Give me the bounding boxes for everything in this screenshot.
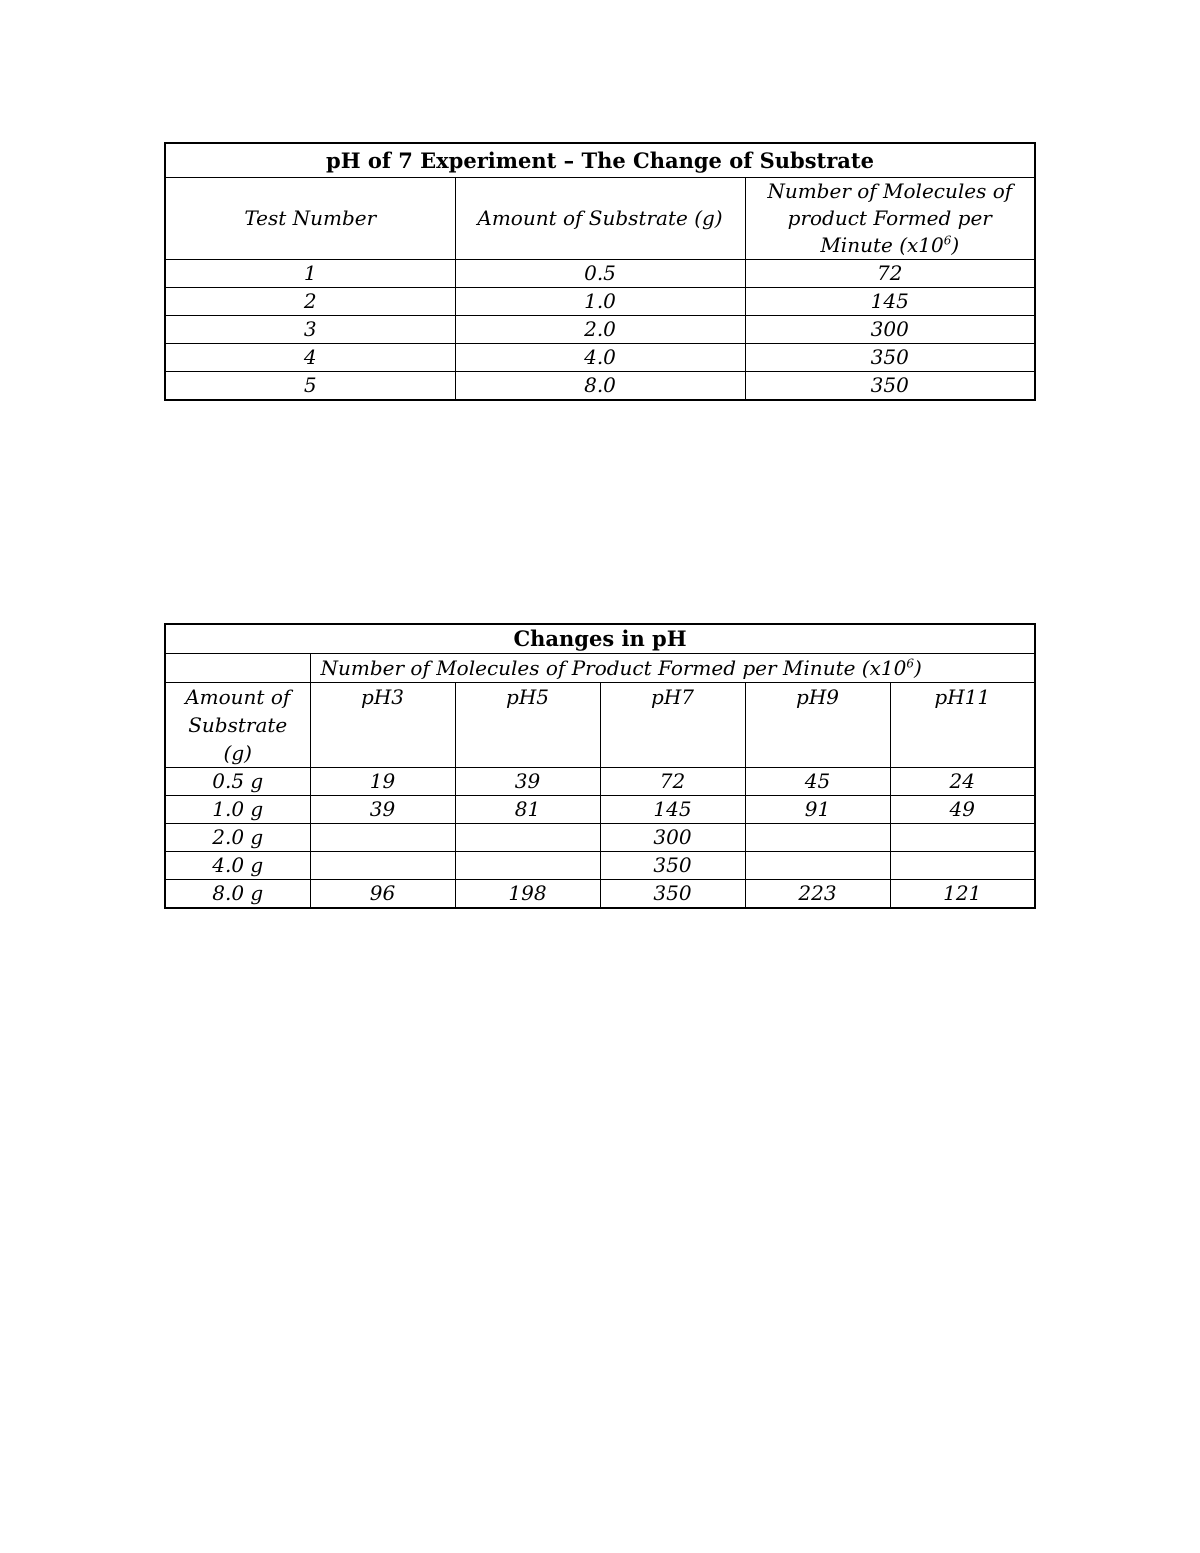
value-cell — [890, 824, 1035, 852]
amount-cell: 4.0 — [455, 344, 745, 372]
test-number-cell: 1 — [165, 260, 455, 288]
table-row — [165, 344, 1035, 372]
column-header-ph5: pH5 — [455, 683, 600, 768]
table-row — [165, 880, 1035, 909]
column-header-test-number: Test Number — [165, 178, 455, 260]
value-cell: 350 — [600, 880, 745, 909]
value-cell: 39 — [310, 796, 455, 824]
table-row — [165, 852, 1035, 880]
amount-cell: 8.0 — [455, 372, 745, 401]
value-cell: 350 — [600, 852, 745, 880]
header-text-end: ) — [951, 233, 960, 257]
amount-cell: 1.0 g — [165, 796, 310, 824]
exponent: 6 — [943, 233, 952, 248]
value-cell — [310, 852, 455, 880]
table-row — [165, 824, 1035, 852]
amount-cell: 2.0 — [455, 316, 745, 344]
value-cell: 198 — [455, 880, 600, 909]
value-cell — [310, 824, 455, 852]
column-header-ph7: pH7 — [600, 683, 745, 768]
table-row — [165, 288, 1035, 316]
value-cell: 300 — [600, 824, 745, 852]
table-row — [165, 316, 1035, 344]
value-cell — [745, 824, 890, 852]
amount-cell: 2.0 g — [165, 824, 310, 852]
row-header-amount: Amount of Substrate (g) — [165, 683, 310, 768]
value-cell: 145 — [600, 796, 745, 824]
column-header-ph3: pH3 — [310, 683, 455, 768]
column-header-amount: Amount of Substrate (g) — [455, 178, 745, 260]
molecules-cell: 145 — [745, 288, 1035, 316]
exponent: 6 — [906, 656, 914, 671]
value-cell: 96 — [310, 880, 455, 909]
column-header-molecules — [745, 178, 1035, 260]
molecules-cell: 350 — [745, 372, 1035, 401]
column-group-header — [310, 654, 1035, 683]
amount-cell: 0.5 g — [165, 768, 310, 796]
amount-cell: 4.0 g — [165, 852, 310, 880]
column-header-ph9: pH9 — [745, 683, 890, 768]
header-text: Number of Molecules of product Formed per Minute (x10 — [767, 179, 1013, 257]
value-cell — [890, 852, 1035, 880]
value-cell: 81 — [455, 796, 600, 824]
value-cell — [455, 852, 600, 880]
value-cell: 45 — [745, 768, 890, 796]
value-cell: 19 — [310, 768, 455, 796]
molecules-cell: 72 — [745, 260, 1035, 288]
value-cell: 49 — [890, 796, 1035, 824]
amount-cell: 0.5 — [455, 260, 745, 288]
value-cell: 39 — [455, 768, 600, 796]
test-number-cell: 3 — [165, 316, 455, 344]
value-cell: 121 — [890, 880, 1035, 909]
value-cell — [455, 824, 600, 852]
header-text-end: ) — [913, 656, 922, 680]
amount-cell: 1.0 — [455, 288, 745, 316]
table-row — [165, 372, 1035, 401]
ph-changes-table — [164, 623, 1036, 909]
table-row — [165, 768, 1035, 796]
test-number-cell: 2 — [165, 288, 455, 316]
value-cell: 91 — [745, 796, 890, 824]
header-text: Number of Molecules of Product Formed per Minute (x10 — [320, 656, 907, 680]
substrate-change-table — [164, 142, 1036, 401]
value-cell — [745, 852, 890, 880]
table-row — [165, 260, 1035, 288]
test-number-cell: 5 — [165, 372, 455, 401]
test-number-cell: 4 — [165, 344, 455, 372]
molecules-cell: 300 — [745, 316, 1035, 344]
table-row — [165, 796, 1035, 824]
value-cell: 223 — [745, 880, 890, 909]
table-title: Changes in pH — [165, 624, 1035, 654]
table-title: pH of 7 Experiment – The Change of Substrate — [165, 143, 1035, 178]
value-cell: 72 — [600, 768, 745, 796]
column-header-ph11: pH11 — [890, 683, 1035, 768]
empty-corner-cell — [165, 654, 310, 683]
molecules-cell: 350 — [745, 344, 1035, 372]
amount-cell: 8.0 g — [165, 880, 310, 909]
value-cell: 24 — [890, 768, 1035, 796]
